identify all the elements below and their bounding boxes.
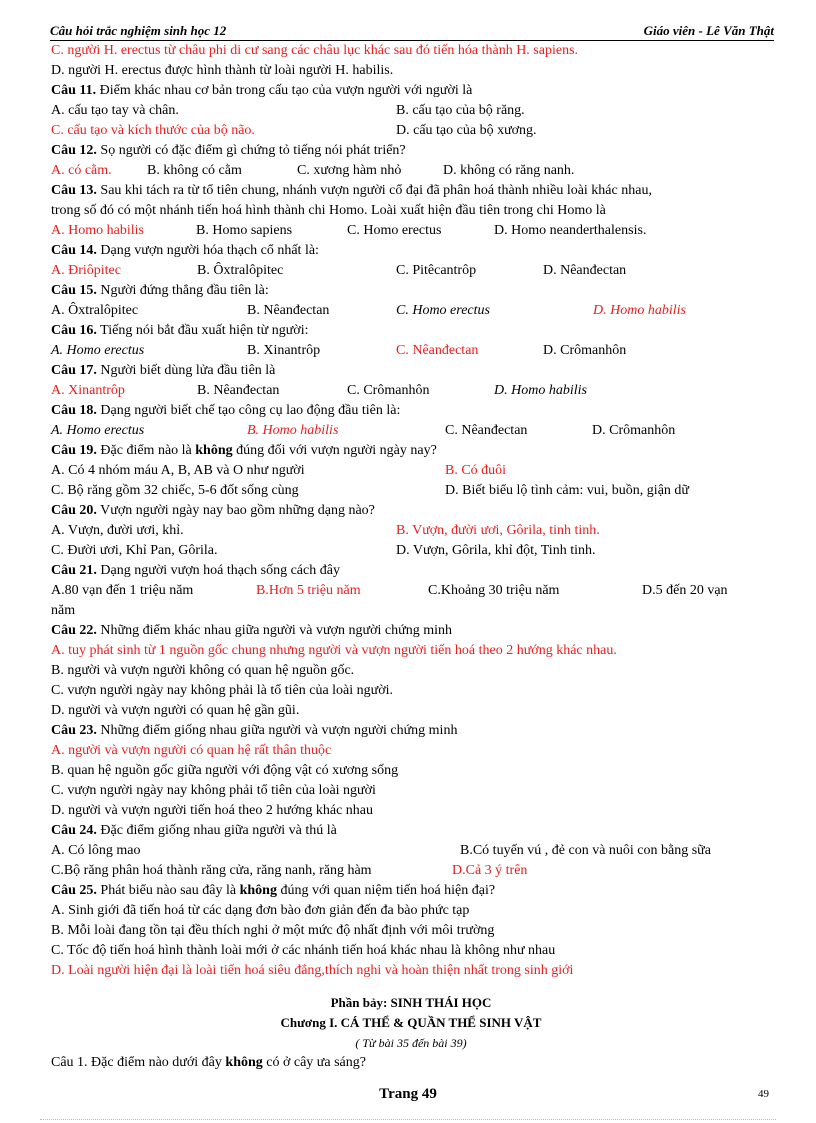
page-footer: Trang 49 [379,1086,437,1102]
answer-line: C. người H. erectus từ châu phi di cư sang các châu lục khác sau đó tiến hóa thành H. sapiens. [51,43,579,58]
question-text: Dạng người vượn hoá thạch sống cách đây [96,563,340,578]
question-line [51,441,771,461]
bottom-divider [40,1119,776,1120]
option: B. Ôxtralôpitec [197,263,284,278]
header-right: Giáo viên - Lê Văn Thật [643,23,774,38]
question-text-rest: có ở cây ưa sáng? [262,1055,366,1070]
option: B. không có cằm [147,163,242,178]
option-row [51,461,771,481]
option: D. cấu tạo của bộ xương. [396,123,537,138]
question-line [51,721,771,741]
option: D. không có răng nanh. [443,163,575,178]
question-line [51,321,771,341]
option-row [51,261,771,281]
option: A. Homo erectus [51,343,145,358]
option-row [51,221,771,241]
question-text: Sọ người có đặc điểm gì chứng tỏ tiếng nói phát triển? [96,143,406,158]
correct-option: B.Hơn 5 triệu năm [256,583,361,598]
question-text: Vượn người ngày nay bao gồm những dạng nào? [96,503,375,518]
correct-option: C. Nêanđectan [396,343,479,358]
option-row [51,101,771,121]
question-text: Những điểm giống nhau giữa người và vượn người chứng minh [96,723,458,738]
header-left: Câu hỏi trắc nghiệm sinh học 12 [50,23,227,38]
option: C. Homo erectus [347,223,442,238]
question-number: Câu 11. [51,83,97,98]
question-text: Đặc điểm nào là [96,443,196,458]
page-content [51,41,771,1073]
option: A. Homo erectus [51,423,145,438]
option-row [51,161,771,181]
option: D. Vượn, Gôrila, khỉ đột, Tinh tinh. [396,543,596,558]
question-line [51,401,771,421]
question-number: Câu 22. [51,623,97,638]
correct-option: A. Đriôpitec [51,263,121,278]
text-line: D. người H. erectus được hình thành từ loài người H. habilis. [51,63,394,78]
option-row [51,121,771,141]
correct-option: D. Homo habilis [593,303,686,318]
emphasis-text: không [225,1055,263,1070]
question-number: Câu 24. [51,823,97,838]
emphasis-text: không [239,883,277,898]
text-line: D. người và vượn người có quan hệ gần gũi. [51,703,300,718]
option: C. Homo erectus [396,303,490,318]
question-line [51,361,771,381]
option: C.Khoảng 30 triệu năm [428,583,560,598]
question-line [51,241,771,261]
question-text-rest: đúng đối với vượn người ngày nay? [232,443,437,458]
correct-option: A. có cằm. [51,163,112,178]
emphasis-text: không [195,443,233,458]
question-text: Sau khi tách ra từ tổ tiên chung, nhánh vượn người cổ đại đã phân hoá thành nhiều loài khác nhau, [96,183,652,198]
question-text-rest: đúng với quan niệm tiến hoá hiện đại? [276,883,496,898]
question-number: Câu 23. [51,723,97,738]
option: C. Pitêcantrôp [396,263,477,278]
option: C. Crômanhôn [347,383,430,398]
option-row [51,341,771,361]
option: D. Homo neanderthalensis. [494,223,647,238]
question-text: Phát biểu nào sau đây là [96,883,240,898]
answer-line: A. tuy phát sinh từ 1 nguồn gốc chung nhưng người và vượn người tiến hoá theo 2 hướng khác nhau. [51,643,617,658]
question-number: Câu 16. [51,323,97,338]
question-line [51,621,771,641]
question-number: Câu 19. [51,443,97,458]
text-line: B. người và vượn người không có quan hệ nguồn gốc. [51,663,355,678]
option: A. Có lông mao [51,843,141,858]
text-line: A. Sinh giới đã tiến hoá từ các dạng đơn bào đơn giản đến đa bào phức tạp [51,903,470,918]
question-text: Tiếng nói bắt đầu xuất hiện từ người: [96,323,309,338]
text-line: B. Mỗi loài đang tồn tại đều thích nghi ở một mức độ nhất định với môi trường [51,923,495,938]
option-row [51,541,771,561]
answer-line: A. người và vượn người có quan hệ rất thân thuộc [51,743,332,758]
option-row [51,481,771,501]
option-row [51,301,771,321]
page-number: 49 [758,1088,769,1100]
option-row [51,841,771,861]
option-row [51,421,771,441]
correct-option: D.Cả 3 ý trên [452,863,528,878]
text-line: năm [51,603,76,618]
option-row [51,381,771,401]
option-row [51,861,771,881]
option: B. Xinantrôp [247,343,321,358]
text-line: D. người và vượn người tiến hoá theo 2 hướng khác nhau [51,803,374,818]
option: B. Homo sapiens [196,223,293,238]
question-text: Dạng người biết chế tạo công cụ lao động đầu tiên là: [96,403,401,418]
question-number: Câu 17. [51,363,97,378]
question-text: Đặc điểm giống nhau giữa người và thú là [96,823,337,838]
correct-option: C. cấu tạo và kích thước của bộ não. [51,123,255,138]
section-subheading: ( Từ bài 35 đến bài 39) [355,1036,467,1050]
question-number: Câu 20. [51,503,97,518]
question-line [51,141,771,161]
question-text: Câu 1. Đặc điểm nào dưới đây [51,1055,226,1070]
option: A. Vượn, đười ươi, khỉ. [51,523,184,538]
text-line: C. vượn người ngày nay không phải là tổ tiên của loài người. [51,683,394,698]
answer-line: D. Loài người hiện đại là loài tiến hoá siêu đẳng,thích nghi và hoàn thiện nhất trong sinh giới [51,963,574,978]
question-text: Những điểm khác nhau giữa người và vượn người chứng minh [96,623,452,638]
option: B. Nêanđectan [247,303,330,318]
correct-option: B. Homo habilis [247,423,339,438]
question-line [51,181,771,201]
option: B. cấu tạo của bộ răng. [396,103,525,118]
question-number: Câu 13. [51,183,97,198]
question-text: Dạng vượn người hóa thạch cổ nhất là: [96,243,319,258]
option: C. Nêanđectan [445,423,528,438]
section-heading: Chương I. CÁ THỂ & QUẦN THỂ SINH VẬT [280,1015,542,1030]
option: D. Biết biểu lộ tình cảm: vui, buồn, giận dữ [445,483,690,498]
question-line [51,561,771,581]
option: D. Nêanđectan [543,263,627,278]
text-line: C. vượn người ngày nay không phải tổ tiên của loài người [51,783,376,798]
question-number: Câu 14. [51,243,97,258]
question-text: Người đứng thẳng đầu tiên là: [96,283,269,298]
option: A. cấu tạo tay và chân. [51,103,179,118]
question-line [51,881,771,901]
correct-option: B. Vượn, đười ươi, Gôrila, tinh tinh. [396,523,600,538]
option: D. Crômanhôn [592,423,676,438]
option: A.80 vạn đến 1 triệu năm [51,583,194,598]
spacer [51,981,771,993]
section-heading: Phần bảy: SINH THÁI HỌC [330,995,492,1010]
option: C.Bộ răng phân hoá thành răng cửa, răng nanh, răng hàm [51,863,372,878]
option: A. Có 4 nhóm máu A, B, AB và O như người [51,463,305,478]
question-line [51,81,771,101]
question-line [51,821,771,841]
option: B. Nêanđectan [197,383,280,398]
option-row [51,521,771,541]
option: D. Crômanhôn [543,343,627,358]
question-line [51,501,771,521]
question-line [51,281,771,301]
option: C. xương hàm nhỏ [297,163,402,178]
option: D. Homo habilis [494,383,587,398]
question-number: Câu 15. [51,283,97,298]
correct-option: A. Homo habilis [51,223,144,238]
question-text: Người biết dùng lửa đầu tiên là [96,363,276,378]
question-number: Câu 25. [51,883,97,898]
option: C. Bộ răng gồm 32 chiếc, 5-6 đốt sống cùng [51,483,299,498]
option: A. Ôxtralôpitec [51,303,139,318]
question-number: Câu 12. [51,143,97,158]
question-number: Câu 18. [51,403,97,418]
text-line: trong số đó có một nhánh tiến hoá hình thành chi Homo. Loài xuất hiện đầu tiên trong chi Homo là [51,203,606,218]
page-header [50,22,774,41]
question-number: Câu 21. [51,563,97,578]
correct-option: B. Có đuôi [445,463,507,478]
text-line: B. quan hệ nguồn gốc giữa người với động vật có xương sống [51,763,399,778]
correct-option: A. Xinantrôp [51,383,125,398]
text-line: C. Tốc độ tiến hoá hình thành loài mới ở các nhánh tiến hoá khác nhau là không như nhau [51,943,556,958]
question-text: Điểm khác nhau cơ bản trong cấu tạo của vượn người với người là [96,83,473,98]
option: D.5 đến 20 vạn [642,583,728,598]
option-row [51,581,771,601]
option: B.Có tuyến vú , đẻ con và nuôi con bằng sữa [460,843,711,858]
option: C. Đười ươi, Khỉ Pan, Gôrila. [51,543,218,558]
question-line [51,1053,771,1073]
